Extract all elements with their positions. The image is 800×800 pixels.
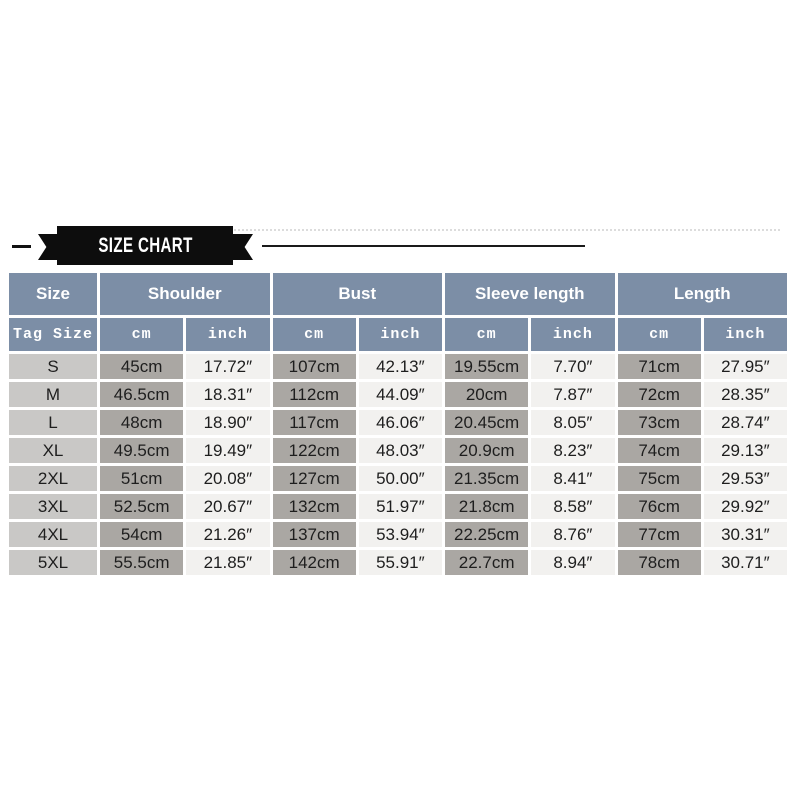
column-header-shoulder: Shoulder <box>100 273 270 315</box>
table-row <box>9 354 787 379</box>
dash-line-left <box>12 245 31 248</box>
bust-cm-cell: 142cm <box>273 550 356 575</box>
bust-inch-cell: 50.00″ <box>359 466 442 491</box>
length-cm-cell: 78cm <box>618 550 701 575</box>
sleeve-inch-cell: 7.87″ <box>531 382 614 407</box>
sleeve-inch-cell: 7.70″ <box>531 354 614 379</box>
table-row <box>9 410 787 435</box>
column-header-size: Size <box>9 273 97 315</box>
shoulder-inch-cell: 21.26″ <box>186 522 269 547</box>
subheader-length-inch: inch <box>704 318 787 351</box>
sleeve-cm-cell: 22.25cm <box>445 522 528 547</box>
banner-row <box>0 222 800 270</box>
sleeve-cm-cell: 20cm <box>445 382 528 407</box>
subheader-bust-cm: cm <box>273 318 356 351</box>
length-inch-cell: 29.92″ <box>704 494 787 519</box>
shoulder-cm-cell: 52.5cm <box>100 494 183 519</box>
length-inch-cell: 27.95″ <box>704 354 787 379</box>
sleeve-cm-cell: 22.7cm <box>445 550 528 575</box>
subheader-bust-inch: inch <box>359 318 442 351</box>
sleeve-cm-cell: 20.9cm <box>445 438 528 463</box>
length-cm-cell: 72cm <box>618 382 701 407</box>
subheader-tag-size: Tag Size <box>9 318 97 351</box>
table-row <box>9 438 787 463</box>
ribbon-tail-left-icon <box>38 234 58 260</box>
table-row <box>9 550 787 575</box>
shoulder-inch-cell: 17.72″ <box>186 354 269 379</box>
sub-header-row <box>9 318 787 351</box>
column-header-sleeve-length: Sleeve length <box>445 273 615 315</box>
tag-size-cell: 5XL <box>9 550 97 575</box>
length-cm-cell: 73cm <box>618 410 701 435</box>
sleeve-inch-cell: 8.94″ <box>531 550 614 575</box>
length-cm-cell: 75cm <box>618 466 701 491</box>
shoulder-cm-cell: 46.5cm <box>100 382 183 407</box>
size-chart-title: SIZE CHART <box>97 233 193 257</box>
bust-inch-cell: 55.91″ <box>359 550 442 575</box>
size-chart-table <box>6 270 790 578</box>
bust-cm-cell: 122cm <box>273 438 356 463</box>
subheader-length-cm: cm <box>618 318 701 351</box>
sleeve-cm-cell: 21.8cm <box>445 494 528 519</box>
bust-inch-cell: 42.13″ <box>359 354 442 379</box>
shoulder-inch-cell: 18.31″ <box>186 382 269 407</box>
bust-cm-cell: 112cm <box>273 382 356 407</box>
sleeve-inch-cell: 8.23″ <box>531 438 614 463</box>
length-inch-cell: 30.71″ <box>704 550 787 575</box>
shoulder-cm-cell: 51cm <box>100 466 183 491</box>
size-chart-container <box>6 270 790 578</box>
bust-cm-cell: 127cm <box>273 466 356 491</box>
sleeve-inch-cell: 8.76″ <box>531 522 614 547</box>
length-cm-cell: 74cm <box>618 438 701 463</box>
table-row <box>9 466 787 491</box>
sleeve-inch-cell: 8.05″ <box>531 410 614 435</box>
sleeve-cm-cell: 20.45cm <box>445 410 528 435</box>
shoulder-cm-cell: 45cm <box>100 354 183 379</box>
size-chart-ribbon <box>57 226 233 265</box>
length-inch-cell: 29.13″ <box>704 438 787 463</box>
shoulder-cm-cell: 49.5cm <box>100 438 183 463</box>
shoulder-cm-cell: 54cm <box>100 522 183 547</box>
shoulder-inch-cell: 18.90″ <box>186 410 269 435</box>
bust-inch-cell: 51.97″ <box>359 494 442 519</box>
tag-size-cell: M <box>9 382 97 407</box>
table-row <box>9 522 787 547</box>
shoulder-cm-cell: 55.5cm <box>100 550 183 575</box>
shoulder-inch-cell: 19.49″ <box>186 438 269 463</box>
divider-line-right <box>262 245 585 247</box>
tag-size-cell: S <box>9 354 97 379</box>
subheader-sleeve-cm: cm <box>445 318 528 351</box>
subheader-shoulder-inch: inch <box>186 318 269 351</box>
bust-cm-cell: 132cm <box>273 494 356 519</box>
bust-cm-cell: 107cm <box>273 354 356 379</box>
tag-size-cell: L <box>9 410 97 435</box>
tag-size-cell: 3XL <box>9 494 97 519</box>
sleeve-cm-cell: 21.35cm <box>445 466 528 491</box>
bust-inch-cell: 46.06″ <box>359 410 442 435</box>
tag-size-cell: 2XL <box>9 466 97 491</box>
length-cm-cell: 71cm <box>618 354 701 379</box>
group-header-row <box>9 273 787 315</box>
bust-inch-cell: 44.09″ <box>359 382 442 407</box>
shoulder-inch-cell: 20.67″ <box>186 494 269 519</box>
subheader-sleeve-inch: inch <box>531 318 614 351</box>
sleeve-inch-cell: 8.58″ <box>531 494 614 519</box>
shoulder-cm-cell: 48cm <box>100 410 183 435</box>
column-header-bust: Bust <box>273 273 443 315</box>
tag-size-cell: 4XL <box>9 522 97 547</box>
length-cm-cell: 77cm <box>618 522 701 547</box>
subheader-shoulder-cm: cm <box>100 318 183 351</box>
length-inch-cell: 28.74″ <box>704 410 787 435</box>
bust-inch-cell: 48.03″ <box>359 438 442 463</box>
column-header-length: Length <box>618 273 788 315</box>
bust-cm-cell: 137cm <box>273 522 356 547</box>
bust-cm-cell: 117cm <box>273 410 356 435</box>
length-inch-cell: 30.31″ <box>704 522 787 547</box>
ribbon-tail-right-icon <box>233 234 253 260</box>
shoulder-inch-cell: 20.08″ <box>186 466 269 491</box>
length-inch-cell: 29.53″ <box>704 466 787 491</box>
table-row <box>9 382 787 407</box>
table-row <box>9 494 787 519</box>
tag-size-cell: XL <box>9 438 97 463</box>
length-inch-cell: 28.35″ <box>704 382 787 407</box>
sleeve-inch-cell: 8.41″ <box>531 466 614 491</box>
length-cm-cell: 76cm <box>618 494 701 519</box>
sleeve-cm-cell: 19.55cm <box>445 354 528 379</box>
bust-inch-cell: 53.94″ <box>359 522 442 547</box>
shoulder-inch-cell: 21.85″ <box>186 550 269 575</box>
